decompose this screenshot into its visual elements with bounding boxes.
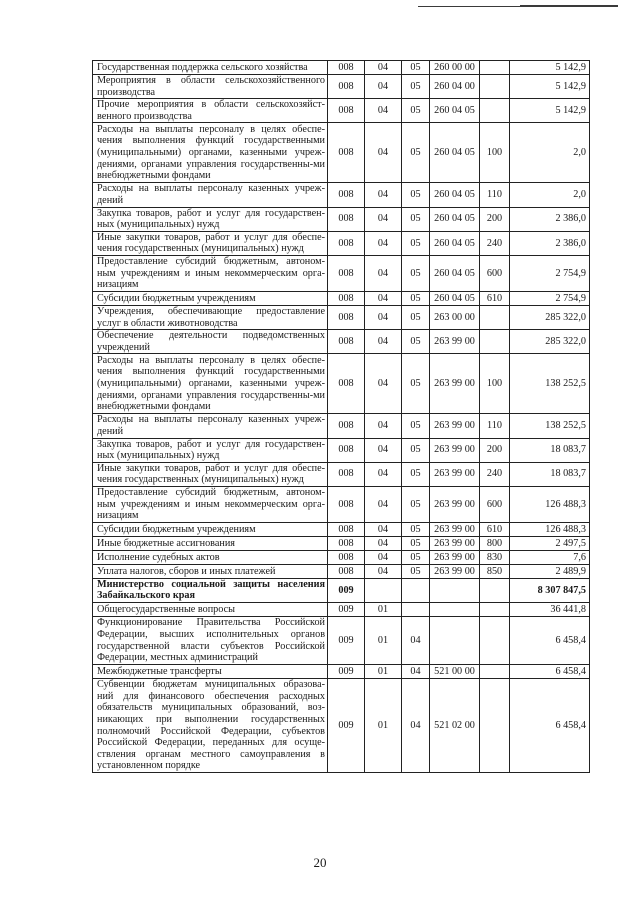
cell-subsection: 05 <box>402 486 430 522</box>
cell-section: 04 <box>365 462 402 486</box>
cell-section: 04 <box>365 291 402 305</box>
cell-name: Иные бюджетные ассигнования <box>93 536 328 550</box>
cell-amount: 285 322,0 <box>510 330 590 354</box>
cell-name: Исполнение судебных актов <box>93 550 328 564</box>
cell-amount: 6 458,4 <box>510 679 590 773</box>
cell-section: 04 <box>365 438 402 462</box>
cell-expense-type: 600 <box>480 255 510 291</box>
cell-amount: 2 386,0 <box>510 207 590 231</box>
cell-ministry-code: 008 <box>328 414 365 438</box>
cell-expense-type <box>480 75 510 99</box>
cell-ministry-code: 008 <box>328 462 365 486</box>
cell-amount: 18 083,7 <box>510 462 590 486</box>
cell-ministry-code: 008 <box>328 522 365 536</box>
cell-section: 01 <box>365 679 402 773</box>
table-row <box>93 578 590 602</box>
cell-name: Общегосударственные вопросы <box>93 603 328 617</box>
cell-ministry-code: 009 <box>328 665 365 679</box>
cell-subsection: 05 <box>402 61 430 75</box>
cell-expense-type <box>480 603 510 617</box>
cell-name: Расходы на выплаты персоналу в целях обеспе-чения выполнения функций государственными (муниципальными) органами, казенными учреж-дениями, органами управления государственны-ми внебюджетными фондами <box>93 354 328 414</box>
table-row <box>93 99 590 123</box>
cell-section: 01 <box>365 603 402 617</box>
cell-expense-type: 110 <box>480 183 510 207</box>
table-row <box>93 61 590 75</box>
cell-amount: 285 322,0 <box>510 305 590 329</box>
table-row <box>93 679 590 773</box>
cell-target-article: 263 99 00 <box>430 486 480 522</box>
cell-expense-type: 200 <box>480 438 510 462</box>
cell-expense-type: 100 <box>480 123 510 183</box>
cell-ministry-code: 008 <box>328 99 365 123</box>
cell-section: 04 <box>365 414 402 438</box>
cell-name: Субсидии бюджетным учреждениям <box>93 291 328 305</box>
cell-amount: 2,0 <box>510 123 590 183</box>
cell-name: Расходы на выплаты персоналу казенных учреж-дений <box>93 414 328 438</box>
cell-subsection: 04 <box>402 665 430 679</box>
cell-target-article: 263 99 00 <box>430 438 480 462</box>
cell-subsection: 04 <box>402 679 430 773</box>
cell-subsection: 05 <box>402 550 430 564</box>
cell-name: Предоставление субсидий бюджетным, автоном-ным учреждениям и иным некоммерческим орга-низациям <box>93 255 328 291</box>
cell-amount: 5 142,9 <box>510 75 590 99</box>
cell-target-article: 263 99 00 <box>430 564 480 578</box>
cell-name: Учреждения, обеспечивающие предоставление услуг в области животноводства <box>93 305 328 329</box>
cell-section: 04 <box>365 75 402 99</box>
cell-ministry-code: 009 <box>328 617 365 665</box>
cell-subsection: 05 <box>402 99 430 123</box>
cell-subsection: 05 <box>402 255 430 291</box>
cell-name: Предоставление субсидий бюджетным, автоном-ным учреждениям и иным некоммерческим орга-низациям <box>93 486 328 522</box>
cell-ministry-code: 009 <box>328 679 365 773</box>
table-row <box>93 75 590 99</box>
cell-section: 04 <box>365 255 402 291</box>
budget-table <box>92 60 590 773</box>
table-row <box>93 665 590 679</box>
cell-subsection: 05 <box>402 330 430 354</box>
cell-amount: 8 307 847,5 <box>510 578 590 602</box>
table-row <box>93 617 590 665</box>
table-row <box>93 255 590 291</box>
cell-target-article: 263 00 00 <box>430 305 480 329</box>
cell-ministry-code: 008 <box>328 550 365 564</box>
cell-name: Субсидии бюджетным учреждениям <box>93 522 328 536</box>
cell-amount: 18 083,7 <box>510 438 590 462</box>
cell-subsection: 05 <box>402 183 430 207</box>
cell-ministry-code: 008 <box>328 564 365 578</box>
cell-expense-type: 110 <box>480 414 510 438</box>
cell-expense-type <box>480 665 510 679</box>
cell-subsection: 05 <box>402 231 430 255</box>
table-row <box>93 603 590 617</box>
cell-expense-type <box>480 99 510 123</box>
cell-name: Функционирование Правительства Российской Федерации, высших исполнительных органов государственной власти субъектов Российской Федерации, местных администраций <box>93 617 328 665</box>
cell-target-article: 263 99 00 <box>430 522 480 536</box>
cell-subsection: 04 <box>402 617 430 665</box>
cell-expense-type: 610 <box>480 522 510 536</box>
cell-expense-type: 600 <box>480 486 510 522</box>
cell-amount: 126 488,3 <box>510 522 590 536</box>
cell-expense-type <box>480 61 510 75</box>
table-row <box>93 183 590 207</box>
cell-subsection: 05 <box>402 207 430 231</box>
cell-amount: 2 386,0 <box>510 231 590 255</box>
page-number: 20 <box>313 855 327 870</box>
cell-ministry-code: 009 <box>328 603 365 617</box>
cell-section: 04 <box>365 207 402 231</box>
cell-target-article: 260 00 00 <box>430 61 480 75</box>
cell-name: Расходы на выплаты персоналу в целях обеспе-чения выполнения функций государственными (муниципальными) органами, казенными учреж-дениями, органами управления государственны-ми внебюджетными фондами <box>93 123 328 183</box>
cell-subsection: 05 <box>402 305 430 329</box>
cell-target-article <box>430 578 480 602</box>
cell-target-article: 260 04 00 <box>430 75 480 99</box>
table-row <box>93 123 590 183</box>
cell-name: Мероприятия в области сельскохозяйственного производства <box>93 75 328 99</box>
cell-section: 04 <box>365 99 402 123</box>
cell-expense-type <box>480 679 510 773</box>
cell-section: 04 <box>365 61 402 75</box>
cell-section: 04 <box>365 564 402 578</box>
cell-ministry-code: 008 <box>328 438 365 462</box>
table-row <box>93 438 590 462</box>
cell-ministry-code: 008 <box>328 536 365 550</box>
cell-section: 04 <box>365 123 402 183</box>
cell-amount: 7,6 <box>510 550 590 564</box>
cell-expense-type: 100 <box>480 354 510 414</box>
cell-amount: 2 497,5 <box>510 536 590 550</box>
cell-name: Межбюджетные трансферты <box>93 665 328 679</box>
cell-subsection: 05 <box>402 522 430 536</box>
table-row <box>93 291 590 305</box>
cell-expense-type: 240 <box>480 231 510 255</box>
cell-amount: 126 488,3 <box>510 486 590 522</box>
table-row <box>93 231 590 255</box>
cell-name: Иные закупки товаров, работ и услуг для обеспе-чения государственных (муниципальных) нужд <box>93 462 328 486</box>
cell-ministry-code: 008 <box>328 75 365 99</box>
cell-expense-type: 800 <box>480 536 510 550</box>
table-row <box>93 536 590 550</box>
header-rule-thick <box>520 5 618 7</box>
cell-subsection <box>402 578 430 602</box>
cell-ministry-code: 008 <box>328 207 365 231</box>
cell-ministry-code: 008 <box>328 354 365 414</box>
cell-expense-type <box>480 305 510 329</box>
cell-amount: 2,0 <box>510 183 590 207</box>
cell-target-article: 260 04 05 <box>430 231 480 255</box>
cell-subsection: 05 <box>402 414 430 438</box>
cell-expense-type: 200 <box>480 207 510 231</box>
cell-subsection: 05 <box>402 536 430 550</box>
cell-ministry-code: 008 <box>328 231 365 255</box>
table-row <box>93 330 590 354</box>
cell-subsection: 05 <box>402 354 430 414</box>
cell-section: 04 <box>365 354 402 414</box>
cell-amount: 138 252,5 <box>510 354 590 414</box>
cell-subsection: 05 <box>402 462 430 486</box>
cell-target-article: 260 04 05 <box>430 255 480 291</box>
cell-target-article: 260 04 05 <box>430 291 480 305</box>
cell-ministry-code: 008 <box>328 183 365 207</box>
cell-section <box>365 578 402 602</box>
table-row <box>93 564 590 578</box>
table-row <box>93 462 590 486</box>
cell-expense-type: 610 <box>480 291 510 305</box>
cell-section: 04 <box>365 330 402 354</box>
cell-target-article: 263 99 00 <box>430 414 480 438</box>
cell-expense-type: 830 <box>480 550 510 564</box>
table-row <box>93 550 590 564</box>
cell-amount: 138 252,5 <box>510 414 590 438</box>
cell-amount: 5 142,9 <box>510 61 590 75</box>
cell-name: Закупка товаров, работ и услуг для государствен-ных (муниципальных) нужд <box>93 438 328 462</box>
cell-section: 04 <box>365 522 402 536</box>
cell-target-article: 260 04 05 <box>430 123 480 183</box>
cell-target-article <box>430 617 480 665</box>
cell-target-article: 263 99 00 <box>430 354 480 414</box>
cell-expense-type <box>480 578 510 602</box>
cell-amount: 6 458,4 <box>510 665 590 679</box>
cell-target-article: 521 00 00 <box>430 665 480 679</box>
cell-ministry-code: 008 <box>328 291 365 305</box>
table-body <box>93 61 590 773</box>
cell-section: 04 <box>365 231 402 255</box>
cell-expense-type <box>480 617 510 665</box>
cell-amount: 2 489,9 <box>510 564 590 578</box>
cell-target-article: 263 99 00 <box>430 462 480 486</box>
cell-ministry-code: 008 <box>328 305 365 329</box>
cell-name: Прочие мероприятия в области сельскохозяйст-венного производства <box>93 99 328 123</box>
cell-ministry-code: 008 <box>328 486 365 522</box>
cell-target-article: 260 04 05 <box>430 183 480 207</box>
cell-ministry-code: 008 <box>328 123 365 183</box>
cell-subsection: 05 <box>402 75 430 99</box>
cell-section: 04 <box>365 550 402 564</box>
cell-amount: 2 754,9 <box>510 255 590 291</box>
cell-name: Государственная поддержка сельского хозяйства <box>93 61 328 75</box>
cell-amount: 5 142,9 <box>510 99 590 123</box>
cell-target-article: 263 99 00 <box>430 550 480 564</box>
cell-target-article: 260 04 05 <box>430 207 480 231</box>
cell-expense-type: 850 <box>480 564 510 578</box>
cell-subsection: 05 <box>402 291 430 305</box>
table-row <box>93 354 590 414</box>
cell-target-article <box>430 603 480 617</box>
cell-name: Закупка товаров, работ и услуг для государствен-ных (муниципальных) нужд <box>93 207 328 231</box>
cell-target-article: 260 04 05 <box>430 99 480 123</box>
cell-ministry-code: 008 <box>328 61 365 75</box>
cell-name: Уплата налогов, сборов и иных платежей <box>93 564 328 578</box>
table-row <box>93 305 590 329</box>
table-row <box>93 486 590 522</box>
cell-section: 04 <box>365 305 402 329</box>
cell-subsection: 05 <box>402 123 430 183</box>
cell-name: Обеспечение деятельности подведомственных учреждений <box>93 330 328 354</box>
cell-target-article: 263 99 00 <box>430 330 480 354</box>
cell-subsection <box>402 603 430 617</box>
cell-amount: 36 441,8 <box>510 603 590 617</box>
cell-amount: 2 754,9 <box>510 291 590 305</box>
cell-amount: 6 458,4 <box>510 617 590 665</box>
cell-section: 04 <box>365 486 402 522</box>
cell-ministry-code: 009 <box>328 578 365 602</box>
cell-name: Субвенции бюджетам муниципальных образова-ний для финансового обеспечения расходных обязательств муниципальных образований, воз-никающих при выполнении государственных полномочий Российской Федерации, субъектов Российской Федерации, переданных для осуще-ствления органам местного самоуправления в установленном порядке <box>93 679 328 773</box>
cell-name: Расходы на выплаты персоналу казенных учреж-дений <box>93 183 328 207</box>
table-row <box>93 414 590 438</box>
cell-name: Министерство социальной защиты населения Забайкальского края <box>93 578 328 602</box>
cell-target-article: 263 99 00 <box>430 536 480 550</box>
cell-expense-type: 240 <box>480 462 510 486</box>
cell-ministry-code: 008 <box>328 255 365 291</box>
cell-section: 01 <box>365 617 402 665</box>
cell-subsection: 05 <box>402 438 430 462</box>
cell-expense-type <box>480 330 510 354</box>
cell-section: 01 <box>365 665 402 679</box>
cell-target-article: 521 02 00 <box>430 679 480 773</box>
cell-subsection: 05 <box>402 564 430 578</box>
cell-section: 04 <box>365 183 402 207</box>
table-row <box>93 207 590 231</box>
cell-name: Иные закупки товаров, работ и услуг для обеспе-чения государственных (муниципальных) нужд <box>93 231 328 255</box>
table-row <box>93 522 590 536</box>
cell-ministry-code: 008 <box>328 330 365 354</box>
cell-section: 04 <box>365 536 402 550</box>
